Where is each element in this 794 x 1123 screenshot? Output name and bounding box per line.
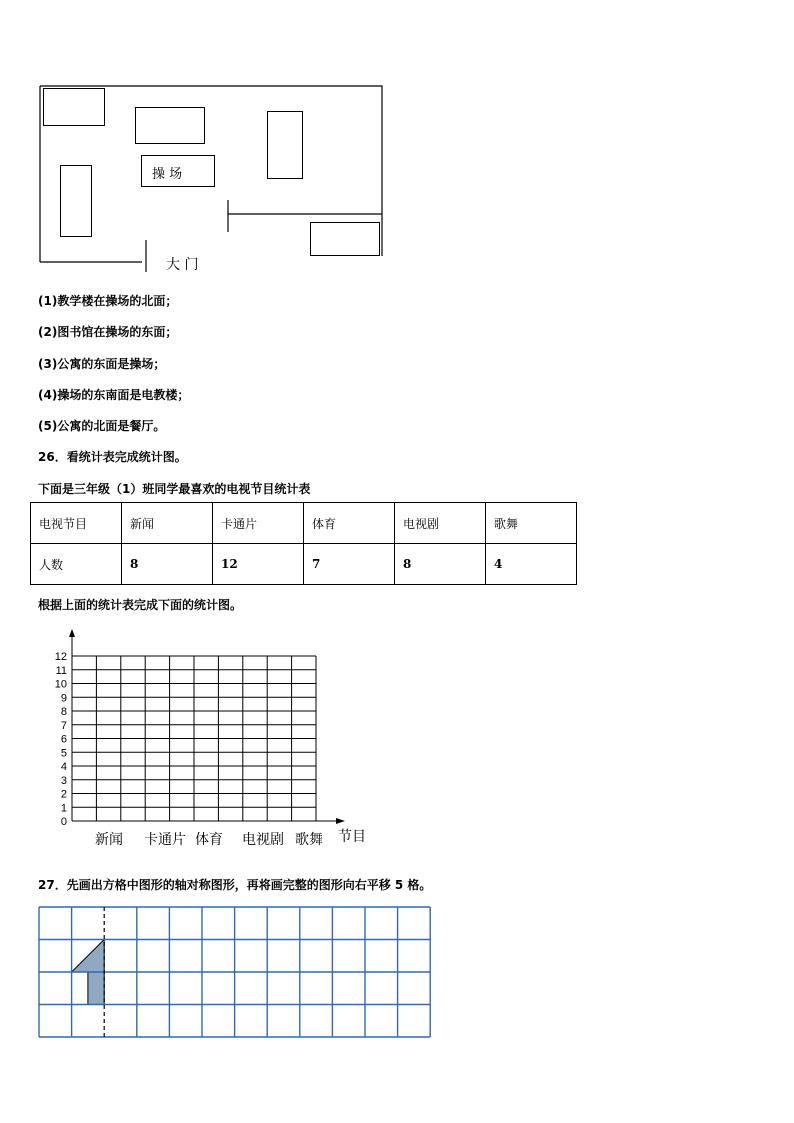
y-tick-label: 10 xyxy=(54,678,67,691)
x-tick-label: 新闻 xyxy=(95,832,123,848)
chart-instruction: 根据上面的统计表完成下面的统计图。 xyxy=(38,598,243,612)
table-cell: 电视剧 xyxy=(395,503,486,544)
table-row xyxy=(31,503,577,544)
y-tick-label: 11 xyxy=(55,664,67,677)
y-tick-label: 3 xyxy=(60,774,67,787)
gate-label: 大 门 xyxy=(166,257,199,273)
q26-heading: 26．看统计表完成统计图。 xyxy=(38,450,187,464)
stats-table xyxy=(30,502,577,585)
table-cell: 卡通片 xyxy=(213,503,304,544)
y-axis-arrow xyxy=(69,629,75,637)
x-tick-label: 歌舞 xyxy=(295,832,323,848)
statement-4: (4)操场的东南面是电教楼； xyxy=(38,388,190,402)
q27-heading: 27．先画出方格中图形的轴对称图形，再将画完整的图形向右平移 5 格。 xyxy=(38,878,432,892)
y-tick-label: 1 xyxy=(60,802,67,815)
x-tick-label: 电视剧 xyxy=(242,832,284,848)
y-tick-label: 6 xyxy=(60,733,67,746)
playground-label: 操 场 xyxy=(152,167,183,182)
table-cell: 8 xyxy=(395,544,486,585)
y-tick-label: 5 xyxy=(60,747,67,760)
y-tick-label: 9 xyxy=(60,692,67,705)
table-cell: 4 xyxy=(486,544,577,585)
building-east xyxy=(267,111,303,179)
y-tick-label: 8 xyxy=(60,706,67,718)
statement-1: (1)教学楼在操场的北面； xyxy=(38,294,178,308)
table-cell: 12 xyxy=(213,544,304,585)
y-tick-label: 7 xyxy=(60,719,67,732)
table-cell: 新闻 xyxy=(122,503,213,544)
map-lines xyxy=(0,0,794,290)
statement-2: (2)图书馆在操场的东面； xyxy=(38,325,178,339)
building-northwest xyxy=(43,88,105,126)
playground-box xyxy=(141,155,215,187)
building-southeast xyxy=(310,222,380,256)
y-tick-label: 0 xyxy=(60,816,67,828)
x-axis-label: 节目 xyxy=(338,829,366,845)
table-cell: 体育 xyxy=(304,503,395,544)
y-tick-label: 12 xyxy=(54,651,67,663)
table-row xyxy=(31,544,577,585)
statement-3: (3)公寓的东面是操场； xyxy=(38,357,166,371)
table-cell: 歌舞 xyxy=(486,503,577,544)
table-cell: 8 xyxy=(122,544,213,585)
bar-chart xyxy=(0,620,794,860)
y-tick-label: 2 xyxy=(60,788,67,801)
q26-table-title: 下面是三年级（1）班同学最喜欢的电视节目统计表 xyxy=(38,482,311,496)
table-cell: 7 xyxy=(304,544,395,585)
x-tick-label: 卡通片 xyxy=(144,832,186,848)
statement-5: (5)公寓的北面是餐厅。 xyxy=(38,419,166,433)
building-west xyxy=(60,165,92,237)
building-north xyxy=(135,107,205,144)
x-tick-label: 体育 xyxy=(195,832,223,848)
y-tick-label: 4 xyxy=(60,761,67,773)
x-axis-arrow xyxy=(336,818,345,824)
symmetry-grid xyxy=(0,900,794,1045)
table-cell: 人数 xyxy=(31,544,122,585)
table-cell: 电视节目 xyxy=(31,503,122,544)
